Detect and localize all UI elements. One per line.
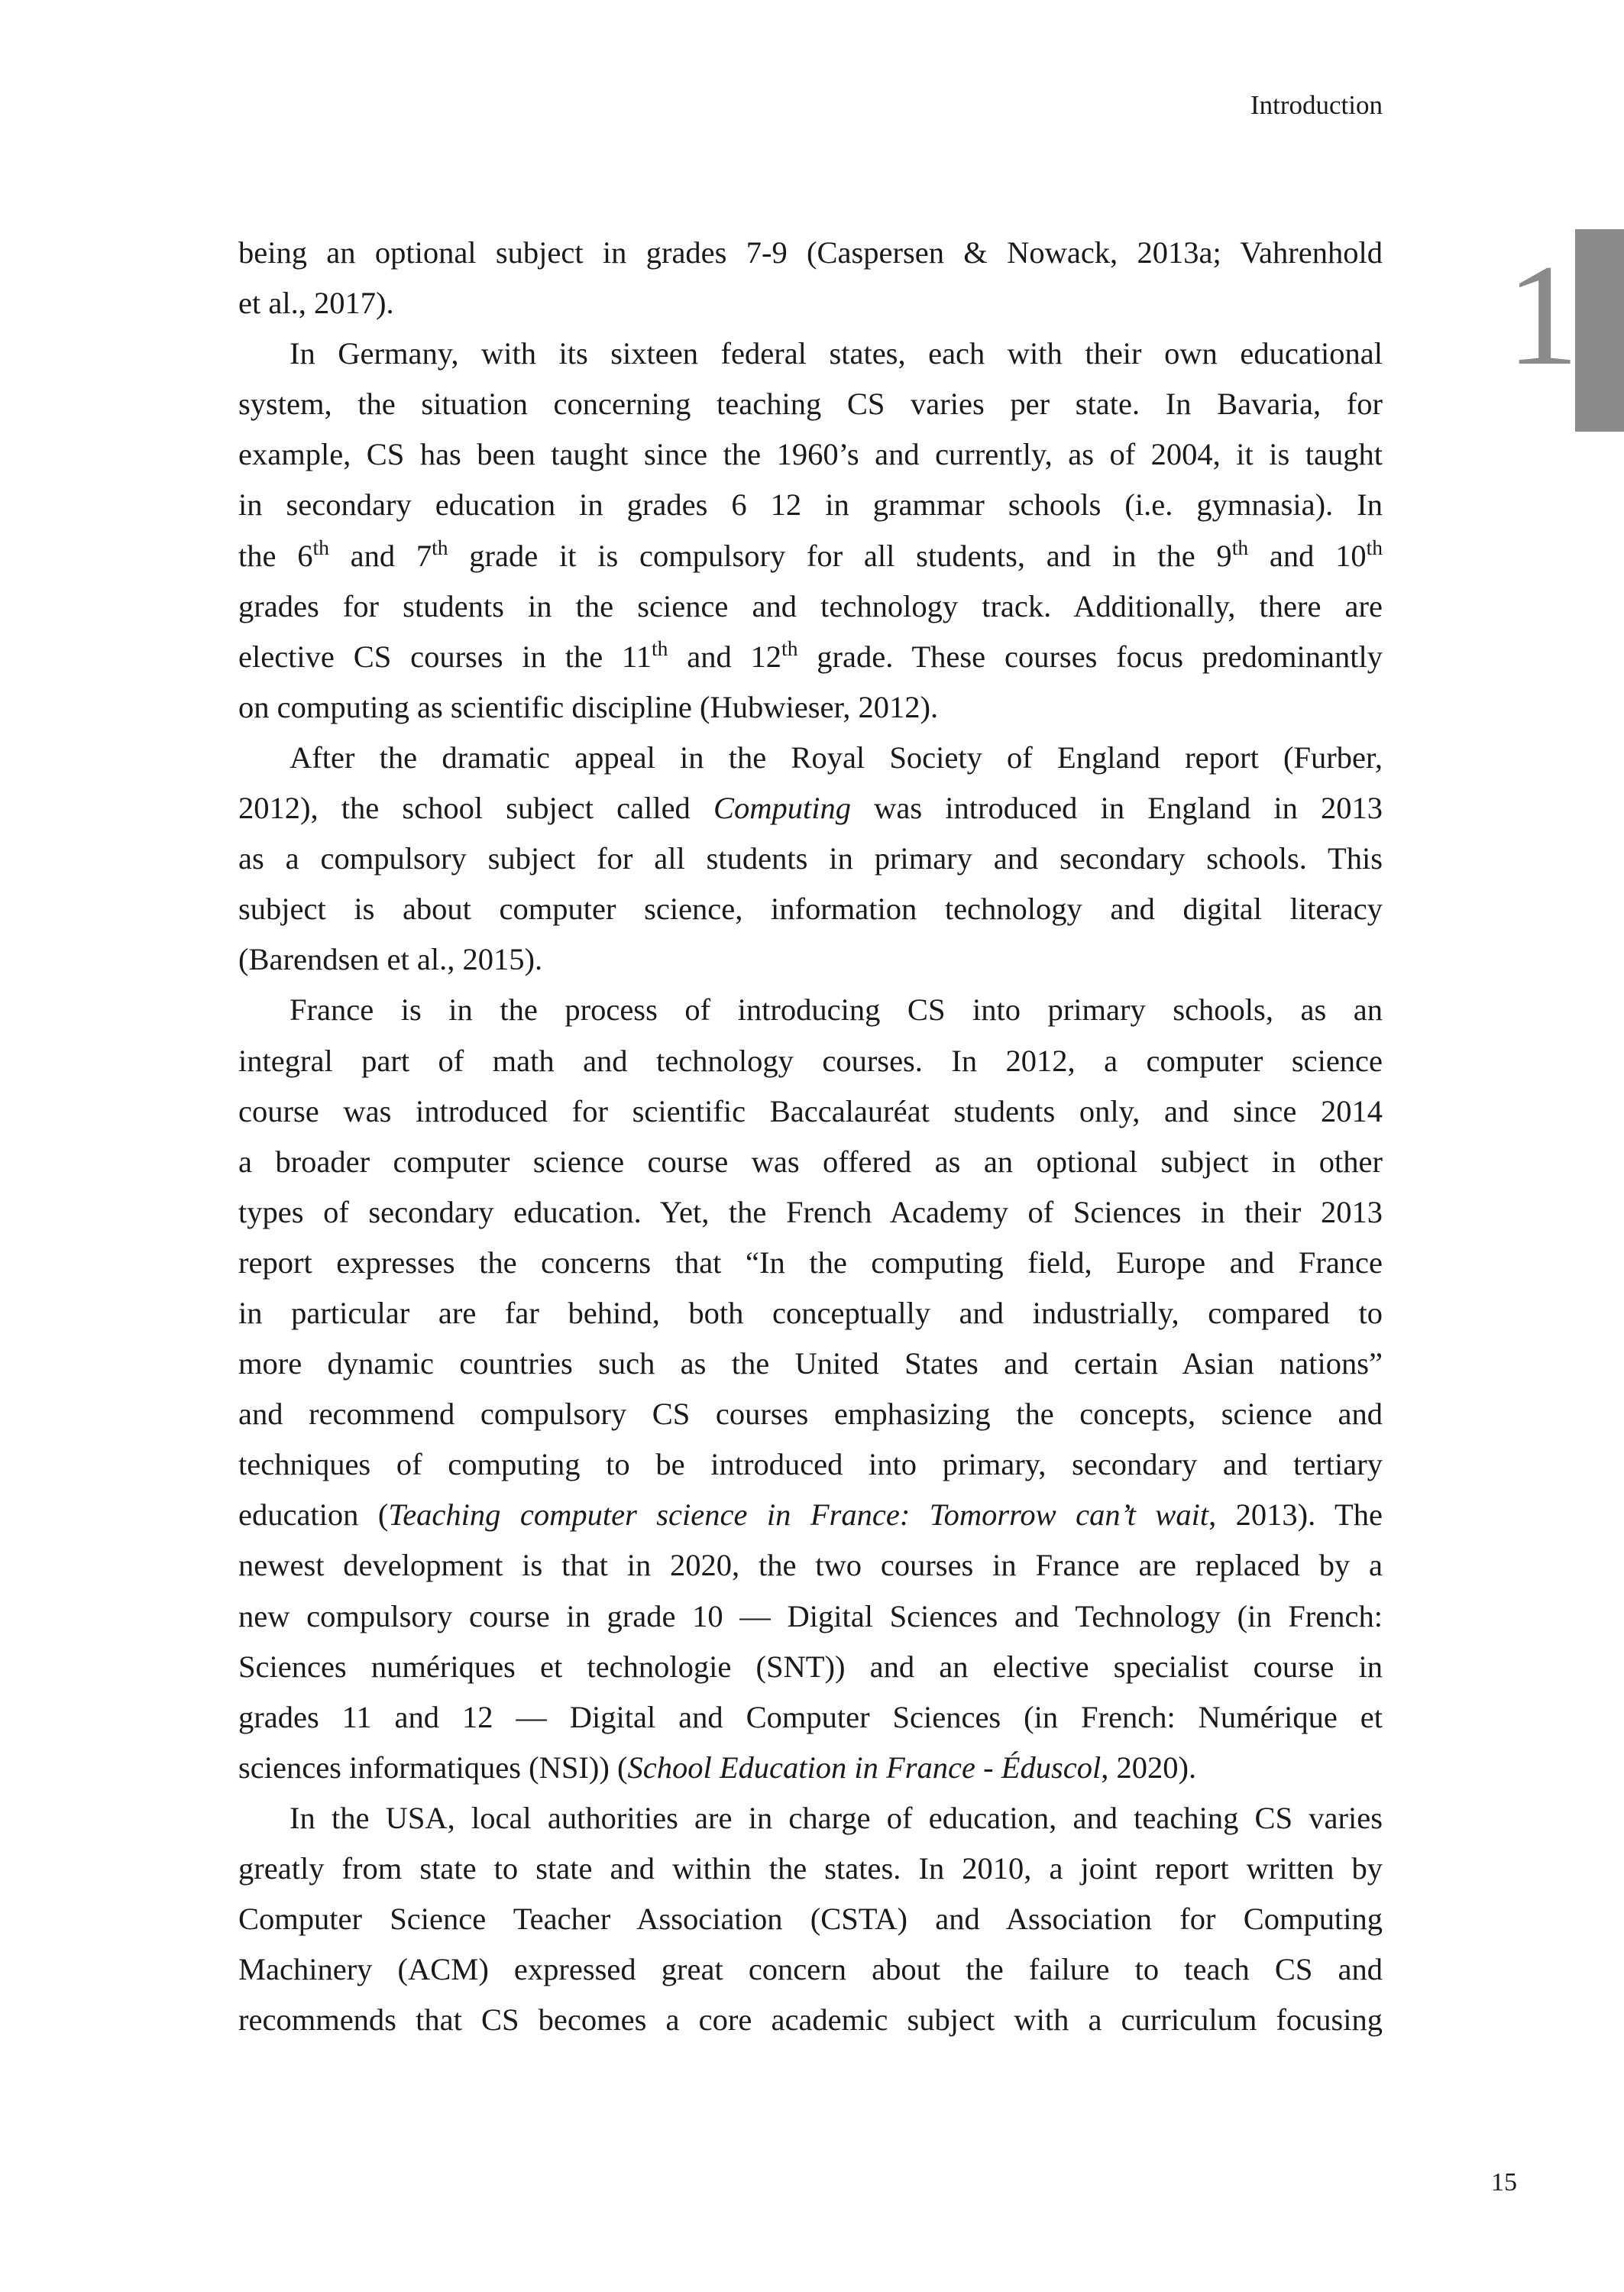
text-line — [238, 1339, 1383, 1389]
text-run: in particular are far behind, both conceptually and industrially, compared to — [238, 1295, 1383, 1330]
text-line — [238, 1439, 1383, 1490]
text-line — [238, 329, 1383, 379]
text-run: sciences informatiques (NSI)) ( — [238, 1750, 628, 1785]
text-line — [238, 1995, 1383, 2045]
text-line — [238, 884, 1383, 934]
text-line — [238, 1894, 1383, 1944]
text-line — [238, 1591, 1383, 1642]
text-run: as a compulsory subject for all students in primary and secondary schools. This — [238, 841, 1383, 876]
text-line — [238, 1238, 1383, 1288]
text-run: and 12 — [668, 639, 782, 674]
text-run: newest development is that in 2020, the two courses in France are replaced by a — [238, 1548, 1383, 1583]
text-run: recommends that CS becomes a core academic subject with a curriculum focusing — [238, 2002, 1383, 2038]
text-run: greatly from state to state and within the states. In 2010, a joint report written by — [238, 1851, 1383, 1886]
text-run: education ( — [238, 1497, 389, 1533]
text-line — [238, 1642, 1383, 1692]
text-line — [238, 934, 1383, 985]
text-run: example, CS has been taught since the 1960’s and currently, as of 2004, it is taught — [238, 437, 1383, 472]
text-run: et al., 2017). — [238, 286, 394, 321]
text-run: types of secondary education. Yet, the French Academy of Sciences in their 2013 — [238, 1194, 1383, 1229]
italic-title: School Education in France - Éduscol — [627, 1750, 1102, 1785]
text-line — [238, 429, 1383, 480]
text-line — [238, 1187, 1383, 1238]
text-line — [238, 531, 1383, 581]
text-run: grade it is compulsory for all students, and in the 9 — [448, 538, 1232, 573]
text-run: integral part of math and technology courses. In 2012, a computer science — [238, 1043, 1383, 1078]
text-line — [238, 1490, 1383, 1540]
text-line — [238, 1086, 1383, 1137]
text-line — [238, 1389, 1383, 1439]
text-run: , 2020). — [1101, 1750, 1197, 1785]
text-run: course was introduced for scientific Baccalauréat students only, and since 2014 — [238, 1093, 1383, 1128]
text-run: After the dramatic appeal in the Royal Society of England report (Furber, — [290, 740, 1383, 775]
text-run: grades for students in the science and technology track. Additionally, there are — [238, 588, 1383, 623]
text-line — [238, 834, 1383, 884]
text-run: Sciences numériques et technologie (SNT)) and an elective specialist course in — [238, 1649, 1383, 1684]
text-run: In the USA, local authorities are in charge of education, and teaching CS varies — [290, 1800, 1383, 1835]
text-run: 2012), the school subject called — [238, 791, 713, 826]
paragraph — [238, 985, 1383, 1793]
text-run: elective CS courses in the 11 — [238, 639, 652, 674]
text-run: the 6 — [238, 538, 313, 573]
text-line — [238, 682, 1383, 733]
text-run: grades 11 and 12 — Digital and Computer Sciences (in French: Numérique et — [238, 1699, 1383, 1734]
text-line — [238, 1844, 1383, 1894]
paragraph — [238, 329, 1383, 733]
text-line — [238, 1692, 1383, 1743]
text-line — [238, 632, 1383, 682]
text-run: was introduced in England in 2013 — [850, 791, 1383, 826]
text-run: France is in the process of introducing CS into primary schools, as an — [290, 992, 1383, 1028]
text-line — [238, 1036, 1383, 1086]
text-line — [238, 581, 1383, 632]
paragraph — [238, 1793, 1383, 2045]
text-run: in secondary education in grades 6 12 in grammar schools (i.e. gymnasia). In — [238, 487, 1383, 523]
text-run: techniques of computing to be introduced into primary, secondary and tertiary — [238, 1447, 1383, 1482]
text-run: a broader computer science course was offered as an optional subject in other — [238, 1144, 1383, 1179]
text-run: on computing as scientific discipline (Hubwieser, 2012). — [238, 689, 939, 724]
italic-title: Computing — [713, 791, 851, 826]
text-line — [238, 1944, 1383, 1995]
text-run: In Germany, with its sixteen federal states, each with their own educational — [290, 336, 1383, 371]
text-line — [238, 1288, 1383, 1339]
italic-title: Teaching computer science in France: Tomorrow can’t wait — [388, 1497, 1209, 1533]
text-run: , 2013). The — [1208, 1497, 1383, 1533]
superscript: th — [1231, 535, 1249, 559]
text-line — [238, 379, 1383, 429]
text-run: (Barendsen et al., 2015). — [238, 942, 543, 977]
text-run: Computer Science Teacher Association (CSTA) and Association for Computing — [238, 1902, 1383, 1937]
text-line — [238, 985, 1383, 1035]
page-number: 15 — [1491, 2168, 1517, 2196]
text-run: report expresses the concerns that “In the computing field, Europe and France — [238, 1245, 1383, 1280]
text-line — [238, 480, 1383, 530]
body-text — [238, 228, 1383, 2045]
text-run: more dynamic countries such as the United States and certain Asian nations” — [238, 1346, 1383, 1381]
text-line — [238, 733, 1383, 783]
text-line — [238, 783, 1383, 834]
text-run: Machinery (ACM) expressed great concern about the failure to teach CS and — [238, 1952, 1383, 1987]
text-run: new compulsory course in grade 10 — Digital Sciences and Technology (in French: — [238, 1598, 1383, 1633]
superscript: th — [312, 535, 329, 559]
text-run: being an optional subject in grades 7-9 (Caspersen & Nowack, 2013a; Vahrenhold — [238, 235, 1383, 270]
text-line — [238, 1137, 1383, 1187]
text-run: grade. These courses focus predominantly — [797, 639, 1383, 674]
text-line — [238, 278, 1383, 329]
chapter-number: 1 — [1506, 235, 1579, 396]
text-line — [238, 1793, 1383, 1844]
text-run: system, the situation concerning teaching CS varies per state. In Bavaria, for — [238, 387, 1383, 422]
text-run: and recommend compulsory CS courses emphasizing the concepts, science and — [238, 1397, 1383, 1432]
running-header-title: Introduction — [1250, 90, 1383, 120]
superscript: th — [1366, 535, 1383, 559]
superscript: th — [432, 535, 448, 559]
text-run: and 7 — [328, 538, 432, 573]
text-line — [238, 228, 1383, 278]
superscript: th — [781, 636, 798, 660]
paragraph — [238, 228, 1383, 329]
superscript: th — [652, 636, 668, 660]
text-line — [238, 1540, 1383, 1591]
chapter-tab-marker — [1575, 229, 1624, 432]
text-run: subject is about computer science, information technology and digital literacy — [238, 892, 1383, 927]
text-run: and 10 — [1248, 538, 1367, 573]
paragraph — [238, 733, 1383, 985]
text-line — [238, 1743, 1383, 1793]
